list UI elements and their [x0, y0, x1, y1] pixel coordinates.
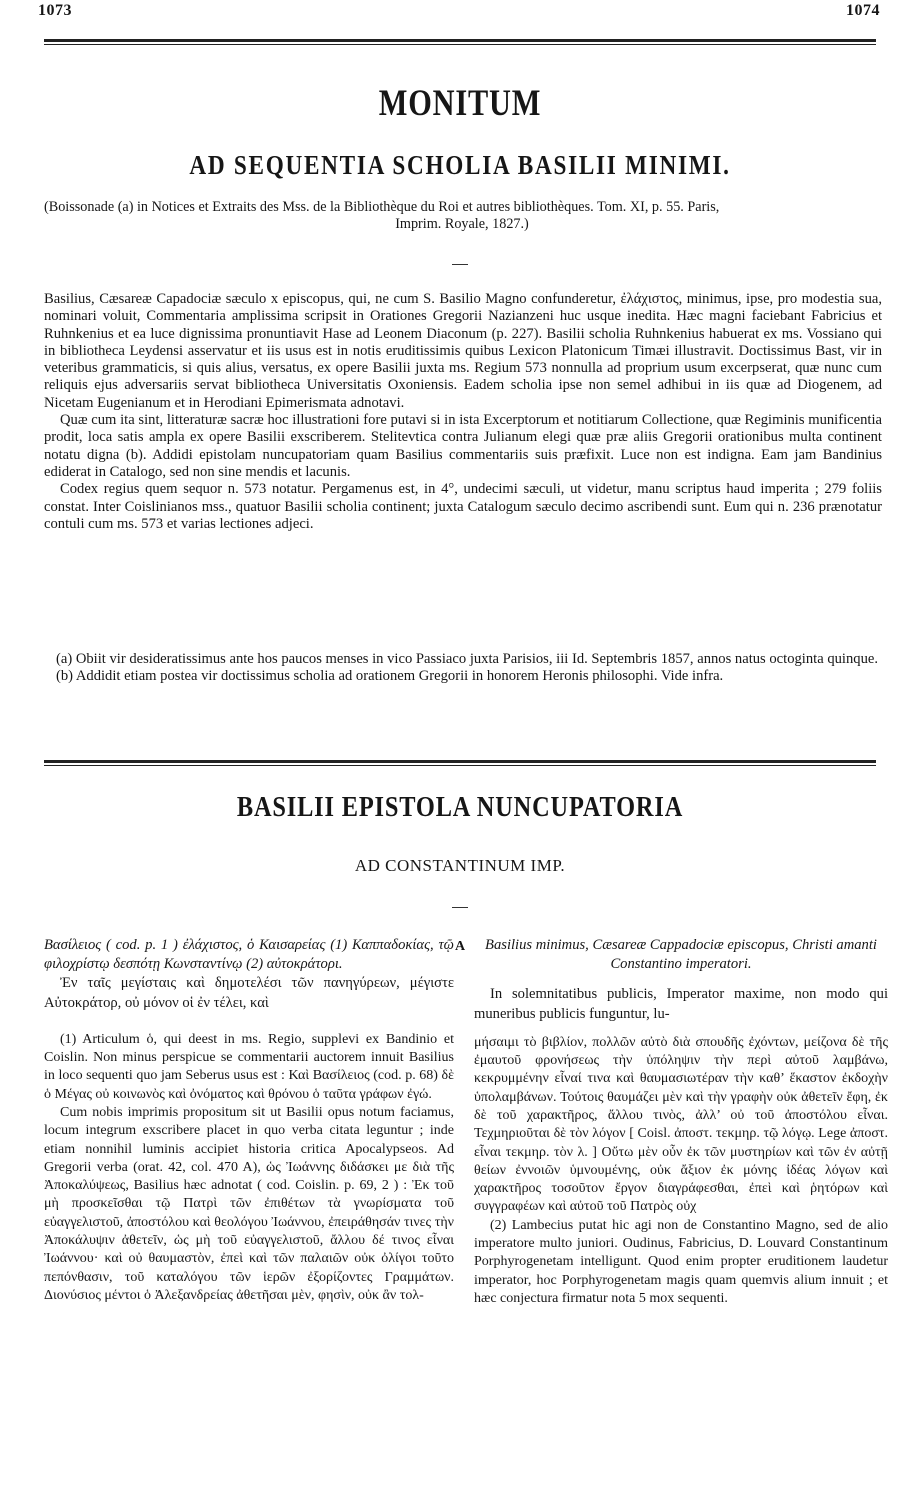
separator-dash [452, 264, 468, 265]
epistola-title: BASILII EPISTOLA NUNCUPATORIA [236, 791, 684, 823]
monitum-body [44, 291, 882, 533]
note-1: (1) Articulum ὁ, qui deest in ms. Regio, supplevi ex Bandinio et Coislin. Non minus perspicue se commentarii auctorem innuit Basilius in loco sequenti quo jam Seberus usus est : Καὶ Βασίλειος (cod. p. 68) δὲ ὁ Μέγας οὐ κοινωνὸς καὶ ὀνόματος καὶ θρόνου ὁ ταῦτα γράφων ἐγώ. [44, 1031, 454, 1102]
monitum-citation [44, 199, 880, 233]
citation-line-2: Imprim. Royale, 1827.) [395, 216, 529, 232]
note-2: (2) Lambecius putat hic agi non de Constantino Magno, sed de alio imperatore multo juniori. Oudinus, Fabricius, D. Louvard Constantinum Porphyrogenetam intelligunt. Quod enim propter eruditionem laudetur imperator, hoc Porphyrogenetam magis quam quemvis alium innuit ; et hæc conjectura firmatur nota 5 mox sequenti. [474, 1217, 888, 1306]
epistola-subtitle: AD CONSTANTINUM IMP. [354, 856, 566, 875]
monitum-footnotes [44, 651, 882, 686]
citation-line-1: (Boissonade (a) in Notices et Extraits des Mss. de la Bibliothèque du Roi et autres bibliothèques. Tom. XI, p. 55. Paris, [44, 199, 720, 215]
middle-rule [44, 760, 876, 763]
greek-continuation: μήσαιμι τὸ βιβλίον, πολλῶν αὐτὸ διὰ σπουδῆς ἐχόντων, μείζονα δὲ τῆς ἐμαυτοῦ φρονήσεως τὴν ὑπόληψιν τὴν περὶ αὐτοῦ λαμβάνω, κεκρυμμένην εἶναί τινα καὶ θαυμασιωτέραν τὴν καθ’ ἕκαστον ἐκδοχὴν ὑπολαμβάνων. Τούτοις θαυμάζει μὲν καὶ τὴν γραφὴν οὐκ ἀθετεῖν ἔφη, ἐκ δὲ τοῦ χαρακτῆρος, ἄλλου τινὸς, ἀλλ’ οὐ τοῦ ἀποστόλου εἶναι. Τεχμηριοῦται δὲ τὸν λόγον [ Coisl. ἀποστ. τεκμηρ. τῷ λόγῳ. Lege ἀποστ. εἶναι τεκμηρ. τὸν λ. ] Οὔτω μὲν οὖν ἐκ τῶν μυστηρίων καὶ τῶν ἐν αὐτῇ θείων ἐννοιῶν ὑμνουμένης, οὐκ ἄξιον ἐκ μόνης ἰδέας λόγων καὶ χαρακτῆρος τοσοῦτον ἔργον διαγράφεσθαι, ἐπεὶ καὶ ῥητόρων καὶ συγγραφέων καὶ αὐτοῦ τοῦ Πατρὸς οὐχ [474, 1034, 888, 1215]
footnote-a: (a) Obiit vir desideratissimus ante hos paucos menses in vico Passiaco juxta Parisios, iii Id. Septembris 1857, annos natus octoginta quinque. [56, 651, 878, 667]
separator-dash-2 [452, 907, 468, 908]
top-rule [44, 39, 876, 42]
greek-heading: Βασίλειος ( cod. p. 1 ) ἐλάχιστος, ὁ Καισαρείας (1) Καππαδοκίας, τῷ φιλοχρίστῳ δεσπότῃ Κωνσταντίνῳ (2) αὐτοκράτορι. [44, 937, 454, 973]
footnote-b: (b) Addidit etiam postea vir doctissimus scholia ad orationem Gregorii in honorem Heronis philosophi. Vide infra. [56, 668, 724, 685]
greek-text: Ἐν ταῖς μεγίσταις καὶ δημοτελέσι τῶν πανηγύρεων, μέγιστε Αὐτοκράτορ, οὐ μόνον οἱ ἐν τέλει, καὶ [44, 975, 454, 1011]
spacer [44, 1013, 454, 1031]
column-number-right: 1074 [846, 2, 880, 19]
spacer-r2 [474, 1024, 888, 1034]
middle-rule-thin [44, 765, 876, 766]
right-column [474, 936, 888, 1308]
monitum-subtitle: AD SEQUENTIA SCHOLIA BASILII MINIMI. [189, 150, 731, 180]
monitum-paragraph-2: Quæ cum ita sint, litteraturæ sacræ hoc illustrationi fore putavi si in ista Excerptorum et notitiarum Collectione, quæ Regiminis munificentia prodit, loca satis ampla ex opere Basilii exscriberem. Stelitevtica contra Julianum elegi quæ præ aliis Gregorii orationibus multa continent notatu digna (b). Addidi epistolam nuncupatoriam quam Basilius commentariis suis præfixit. Luce non est indigna. Eam jam Bandinius ediderat in Catalogo, sed non sine mendis et lacunis. [44, 412, 882, 480]
spacer-r [474, 974, 888, 985]
top-rule-thin [44, 44, 876, 45]
note-1-continued: Cum nobis imprimis propositum sit ut Basilii opus notum faciamus, locum integrum exscribere placet in quo verba citata leguntur ; inde etiam nonnihil luminis accipiet historia critica Apocalypseos. Ad Gregorii verba (orat. 42, col. 470 A), ὡς Ἰωάννης διδάσκει με διὰ τῆς Ἀποκαλύψεως, Basilius hæc adnotat ( cod. Coislin. p. 69, 2 ) : Ἐκ τοῦ μὴ προσκεῖσθαι τῷ Πατρὶ τῶν ἐπιθέτων τὰ γνωρίσματα τοῦ εὐαγγελιστοῦ, ἀποστόλου καὶ θεολόγου Ἰωάννου, ἐπειράθησάν τινες τὴν Ἀποκάλυψιν ἀθετεῖν, ὡς μὴ τοῦ εὐαγγελιστοῦ, ἄλλου δέ τινος εἶναι Ἰωάννου· καὶ οὐ θαυμαστὸν, ἐπεὶ καὶ τῶν παλαιῶν οὐκ ὀλίγοι τοῦτο πεπόνθασιν, τοῦ καταλόγου τῶν ἱερῶν ἐξορίζοντες Γραμμάτων. Διονύσιος μέντοι ὁ Ἀλεξανδρείας ἀθετῆσαι μὲν, φησὶν, οὐκ ἂν τολ- [44, 1105, 454, 1303]
latin-text: In solemnitatibus publicis, Imperator maxime, non modo qui muneribus publicis funguntur, lu- [474, 986, 888, 1022]
column-number-left: 1073 [38, 2, 72, 19]
monitum-title: MONITUM [378, 83, 542, 124]
left-column [44, 936, 454, 1305]
monitum-paragraph-1: Basilius, Cæsareæ Capadociæ sæculo x episcopus, qui, ne cum S. Basilio Magno confunderetur, ἐλάχιστος, minimus, ipse, pro modestia sua, nominari voluit, Commentaria amplissima scripsit in Orationes Gregorii Nazianzeni huc usque inedita. Hæc magni faciebant Fabricius et Ruhnkenius et ea luce dignissima pronuntiavit Hase ad Leonem Diaconum (p. 227). Basilii scholia Ruhnkenius habuerat ex ms. Vossiano qui in bibliotheca Leydensi asservatur et iis usus est in notis eruditissimis quibus Lexicon Platonicum Timæi illustravit. Doctissimus Bast, vir in veteribus grammaticis, si quis alius, versatus, ex opere Basilii juxta ms. Regium 573 nonnulla ad proprium usum excerpserat, quæ nunc cum reliquis ejus adversariis servat bibliotheca Universitatis Oxoniensis. Eadem scholia ipse non semel adhibui in iis quæ ad Diogenem, ad Nicetam Eugenianum et in Herodiani Epimerismata adnotavi. [44, 291, 882, 411]
monitum-paragraph-3: Codex regius quem sequor n. 573 notatur. Pergamenus est, in 4°, undecimi sæculi, ut videtur, manu scriptus haud imperita ; 279 foliis constat. Inter Coislinianos mss., quatuor Basilii scholia continent; juxta Catalogum sæculo decimo ascribendi sunt. Eum qui n. 236 prænotatur contuli cum ms. 573 et varias lectiones adjeci. [44, 481, 882, 532]
latin-heading: Basilius minimus, Cæsareæ Cappadociæ episcopus, Christi amanti Constantino imperatori. [485, 937, 877, 973]
margin-letter: A [455, 939, 466, 954]
